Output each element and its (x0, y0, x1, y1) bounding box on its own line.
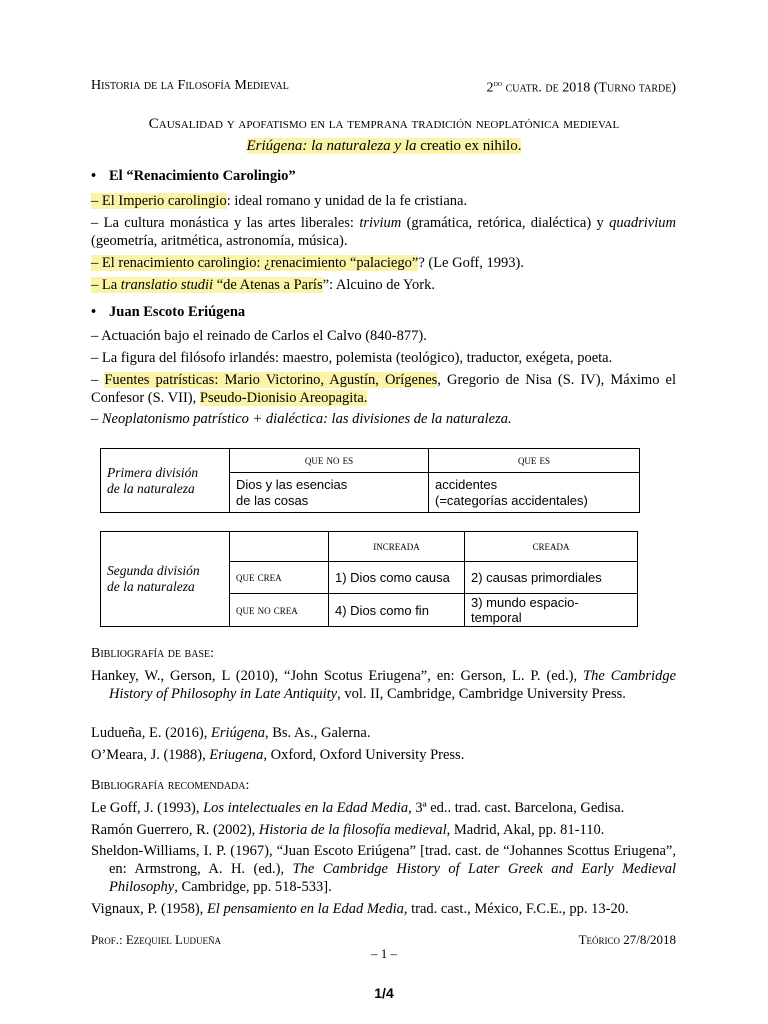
bib-base-heading: Bibliografía de base: (91, 646, 215, 661)
section-heading-text: El “Renacimiento Carolingio” (109, 168, 296, 184)
bib-rec-entry (91, 900, 676, 918)
label-line: Primera división (107, 464, 199, 480)
italic-title: Eriúgena (211, 725, 265, 741)
cell-line: 3) mundo espacio- (471, 595, 579, 610)
table2-cell-causas-primordiales: 2) causas primordiales (465, 562, 638, 594)
text: : ideal romano y unidad de la fe cristiana. (226, 193, 468, 209)
bullet-icon: • (91, 168, 97, 184)
text: , Bs. As., Galerna. (264, 725, 371, 741)
text: Hankey, W., Gerson, L (2010), “John Scotus Eriugena”, en: Gerson, L. P. (ed.), (91, 668, 584, 684)
text: O’Meara, J. (1988), (91, 747, 210, 763)
table2-col-increada: increada (329, 532, 465, 562)
subtitle-highlight (247, 138, 522, 154)
highlight: Pseudo-Dionisio Areopagita. (199, 390, 368, 406)
text: – (91, 372, 105, 388)
text: , Madrid, Akal, pp. 81-110. (446, 822, 605, 838)
section-heading-renacimiento (91, 168, 296, 185)
highlight: Fuentes patrísticas: Mario Victorino, Agustín, Orígenes (104, 372, 438, 388)
header-course: Historia de la Filosofía Medieval (91, 78, 289, 93)
header-term (486, 78, 676, 97)
cell-line: temporal (471, 610, 522, 625)
text: (geometría, aritmética, astronomía, música). (91, 233, 348, 249)
table1-col-que-no-es: que no es (230, 449, 429, 473)
table2-empty-corner (230, 532, 329, 562)
bib-base-entry (91, 667, 676, 703)
bib-rec-heading: Bibliografía recomendada: (91, 778, 250, 793)
term-rest: cuatr. de 2018 (Turno tarde) (502, 80, 676, 96)
s2-line-3 (91, 371, 676, 407)
cell-line: Dios y las esencias (236, 476, 348, 492)
bib-rec-entry (91, 799, 676, 817)
table-segunda-division (100, 531, 638, 627)
label-line: Segunda división (107, 563, 200, 578)
footer-professor: Prof.: Ezequiel Ludueña (91, 932, 221, 947)
table2-label (101, 532, 230, 627)
bib-rec-entry (91, 821, 676, 839)
doc-subtitle (0, 138, 768, 155)
subtitle-plain: creatio ex nihilo. (416, 138, 522, 154)
text: , Gregorio de Nisa (S. IV), Máximo el Confesor (S. VII), (91, 372, 677, 406)
cell-line: (=categorías accidentales) (435, 492, 588, 508)
table2-cell-dios-fin: 4) Dios como fin (329, 594, 465, 627)
table1-cell-accidentes (429, 473, 640, 513)
subtitle-italic: Eriúgena: la naturaleza y la (246, 138, 417, 154)
italic-term: translatio studii (120, 277, 214, 293)
table1-cell-dios (230, 473, 429, 513)
table2-cell-mundo (465, 594, 638, 627)
s2-line-2: – La figura del filósofo irlandés: maestro, polemista (teológico), traductor, exégeta, poeta. (91, 350, 613, 366)
s2-line-1: – Actuación bajo el reinado de Carlos el Calvo (840-877). (91, 328, 427, 344)
s2-line-4: – Neoplatonismo patrístico + dialéctica: las divisiones de la naturaleza. (91, 411, 512, 427)
table2-row-que-no-crea: que no crea (230, 594, 329, 627)
text: ? (Le Goff, 1993). (418, 255, 524, 271)
text: Sheldon-Williams, I. P. (1967), “Juan Escoto Eriúgena” [trad. cast. de “Johannes Scottus Eriugena”, en: Armstrong, A. H. (ed.), (91, 843, 676, 877)
text: , Cambridge, pp. 518-533]. (174, 879, 332, 895)
text: Ludueña, E. (2016), (91, 725, 211, 741)
italic-term: trivium (359, 215, 402, 231)
italic-title: Eriugena (209, 747, 264, 763)
bullet-icon: • (91, 304, 97, 320)
label-line: de la naturaleza (107, 480, 195, 496)
italic-title: The Cambridge History of Philosophy in Late Antiquity (109, 668, 677, 702)
text: ”: Alcuino de York. (322, 277, 435, 293)
italic-title: Historia de la filosofía medieval (258, 822, 447, 838)
table1-col-que-es: que es (429, 449, 640, 473)
italic-title: The Cambridge History of Later Greek and Early Medieval Philosophy (109, 861, 676, 895)
table-primera-division (100, 448, 640, 513)
s1-line-1 (91, 192, 676, 210)
highlight: – El renacimiento carolingio: ¿renacimiento “palaciego” (91, 255, 419, 271)
italic-title: Los intelectuales en la Edad Media (203, 800, 409, 816)
text: (gramática, retórica, dialéctica) y (401, 215, 610, 231)
label-line: de la naturaleza (107, 579, 195, 594)
page-indicator: 1/4 (374, 985, 394, 1001)
table2-row-que-crea: que crea (230, 562, 329, 594)
text: – La cultura monástica y las artes liberales: (91, 215, 360, 231)
bib-base-entry (91, 724, 676, 742)
italic-title: El pensamiento en la Edad Media (206, 901, 404, 917)
text: , trad. cast., México, F.C.E., pp. 13-20. (403, 901, 629, 917)
highlight: – El Imperio carolingio (91, 193, 227, 209)
s1-line-4 (91, 276, 676, 294)
table1-label (101, 449, 230, 513)
bib-rec-entry (91, 842, 676, 896)
text: , vol. II, Cambridge, Cambridge University Press. (337, 686, 626, 702)
table2-col-creada: creada (465, 532, 638, 562)
text: , 3ª ed.. trad. cast. Barcelona, Gedisa. (408, 800, 625, 816)
text: Ramón Guerrero, R. (2002), (91, 822, 259, 838)
text: “de Atenas a París (213, 277, 323, 293)
cell-line: de las cosas (236, 492, 309, 508)
footer-page-number: – 1 – (371, 946, 397, 961)
italic-term: quadrivium (609, 215, 676, 231)
text: , Oxford, Oxford University Press. (263, 747, 465, 763)
cell-line: accidentes (435, 476, 498, 492)
table2-cell-dios-causa: 1) Dios como causa (329, 562, 465, 594)
bib-base-entry (91, 746, 676, 764)
term-superscript: do (493, 78, 503, 88)
text: Le Goff, J. (1993), (91, 800, 204, 816)
highlight (91, 277, 323, 293)
section-heading-text: Juan Escoto Eriúgena (109, 304, 246, 320)
text: Vignaux, P. (1958), (91, 901, 207, 917)
s1-line-2 (91, 214, 676, 250)
text: – La (91, 277, 121, 293)
s1-line-3 (91, 254, 676, 272)
section-heading-eriugena (91, 304, 245, 321)
term-number: 2 (486, 80, 494, 96)
doc-title: Causalidad y apofatismo en la temprana tradición neoplatónica medieval (148, 116, 620, 132)
footer-date: Teórico 27/8/2018 (578, 932, 676, 947)
